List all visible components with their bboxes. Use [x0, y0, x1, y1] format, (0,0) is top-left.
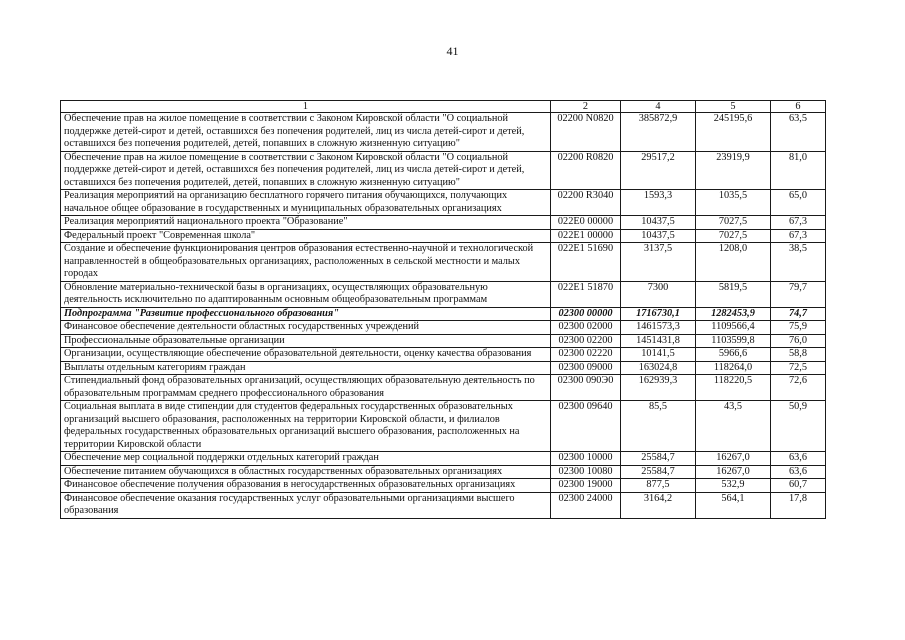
row-value-col4: 1461573,3	[621, 321, 696, 335]
row-value-col4: 3164,2	[621, 492, 696, 518]
row-value-col4: 162939,3	[621, 375, 696, 401]
row-value-col4: 10437,5	[621, 216, 696, 230]
row-percent-col6: 72,6	[771, 375, 826, 401]
row-name-cell: Выплаты отдельным категориям граждан	[61, 361, 551, 375]
table-header	[61, 101, 826, 113]
row-code-cell: 02300 10080	[551, 465, 621, 479]
row-code-cell: 02300 00000	[551, 307, 621, 321]
row-value-col5: 118220,5	[696, 375, 771, 401]
row-code-cell: 022E0 00000	[551, 216, 621, 230]
header-col-1: 1	[61, 101, 551, 113]
row-code-cell: 02300 24000	[551, 492, 621, 518]
table-row	[61, 113, 826, 152]
row-value-col4: 7300	[621, 281, 696, 307]
row-name-cell: Организации, осуществляющие обеспечение образовательной деятельности, оценку качества образования	[61, 348, 551, 362]
row-name-cell: Социальная выплата в виде стипендии для студентов федеральных государственных образовательных организаций высшего образования, расположенных на территории Кировской области, и филиалов федеральных государственных образовательных организаций высшего образования, расположенных на территории Кировской области	[61, 401, 551, 452]
row-value-col5: 1109566,4	[696, 321, 771, 335]
row-percent-col6: 75,9	[771, 321, 826, 335]
row-value-col4: 1716730,1	[621, 307, 696, 321]
row-value-col4: 385872,9	[621, 113, 696, 152]
row-percent-col6: 60,7	[771, 479, 826, 493]
row-percent-col6: 63,6	[771, 452, 826, 466]
row-code-cell: 02200 N0820	[551, 113, 621, 152]
row-value-col5: 43,5	[696, 401, 771, 452]
row-value-col5: 118264,0	[696, 361, 771, 375]
row-name-cell: Финансовое обеспечение оказания государственных услуг образовательными организациями высшего образования	[61, 492, 551, 518]
table-row	[61, 229, 826, 243]
table-row	[61, 243, 826, 282]
row-code-cell: 02300 10000	[551, 452, 621, 466]
row-value-col5: 7027,5	[696, 216, 771, 230]
row-value-col4: 1593,3	[621, 190, 696, 216]
table-row	[61, 190, 826, 216]
row-code-cell: 02200 R3040	[551, 190, 621, 216]
budget-table	[60, 100, 826, 519]
row-percent-col6: 74,7	[771, 307, 826, 321]
row-value-col4: 877,5	[621, 479, 696, 493]
table-row	[61, 465, 826, 479]
row-value-col4: 10141,5	[621, 348, 696, 362]
header-col-2: 2	[551, 101, 621, 113]
row-name-cell: Обеспечение прав на жилое помещение в соответствии с Законом Кировской области "О социальной поддержке детей-сирот и детей, оставшихся без попечения родителей, лиц из числа детей-сирот и детей, оставшихся без попечения родителей, детей, попавших в сложную жизненную ситуацию"	[61, 151, 551, 190]
row-percent-col6: 67,3	[771, 229, 826, 243]
row-value-col4: 25584,7	[621, 452, 696, 466]
row-percent-col6: 67,3	[771, 216, 826, 230]
row-value-col4: 1451431,8	[621, 334, 696, 348]
row-percent-col6: 63,5	[771, 113, 826, 152]
header-col-5: 5	[696, 101, 771, 113]
row-value-col5: 1035,5	[696, 190, 771, 216]
row-value-col5: 564,1	[696, 492, 771, 518]
row-percent-col6: 17,8	[771, 492, 826, 518]
row-name-cell: Профессиональные образовательные организации	[61, 334, 551, 348]
row-value-col5: 1103599,8	[696, 334, 771, 348]
table-row	[61, 452, 826, 466]
row-name-cell: Обеспечение питанием обучающихся в областных государственных образовательных организациях	[61, 465, 551, 479]
row-name-cell: Реализация мероприятий на организацию бесплатного горячего питания обучающихся, получающих начальное общее образование в государственных и муниципальных образовательных организациях	[61, 190, 551, 216]
row-name-cell: Стипендиальный фонд образовательных организаций, осуществляющих образовательную деятельность по образовательным программам среднего профессионального образования	[61, 375, 551, 401]
row-name-cell: Обеспечение мер социальной поддержки отдельных категорий граждан	[61, 452, 551, 466]
table-row	[61, 151, 826, 190]
row-percent-col6: 63,6	[771, 465, 826, 479]
table-row	[61, 348, 826, 362]
table-body	[61, 113, 826, 519]
row-value-col5: 5966,6	[696, 348, 771, 362]
row-value-col4: 10437,5	[621, 229, 696, 243]
row-percent-col6: 38,5	[771, 243, 826, 282]
table-row	[61, 375, 826, 401]
row-code-cell: 02300 02000	[551, 321, 621, 335]
header-col-6: 6	[771, 101, 826, 113]
row-name-cell: Обеспечение прав на жилое помещение в соответствии с Законом Кировской области "О социальной поддержке детей-сирот и детей, оставшихся без попечения родителей, лиц из числа детей-сирот и детей, оставшихся без попечения родителей, детей, попавших в сложную жизненную ситуацию"	[61, 113, 551, 152]
header-row	[61, 101, 826, 113]
row-percent-col6: 72,5	[771, 361, 826, 375]
row-percent-col6: 58,8	[771, 348, 826, 362]
row-value-col5: 7027,5	[696, 229, 771, 243]
row-code-cell: 02300 02200	[551, 334, 621, 348]
row-value-col5: 1208,0	[696, 243, 771, 282]
row-name-cell: Создание и обеспечение функционирования центров образования естественно-научной и технологической направленностей в общеобразовательных организациях, расположенных в сельской местности и малых городах	[61, 243, 551, 282]
row-value-col4: 3137,5	[621, 243, 696, 282]
table-row	[61, 281, 826, 307]
row-name-cell: Подпрограмма "Развитие профессионального образования"	[61, 307, 551, 321]
row-value-col5: 16267,0	[696, 465, 771, 479]
row-percent-col6: 50,9	[771, 401, 826, 452]
row-code-cell: 02300 02220	[551, 348, 621, 362]
row-percent-col6: 76,0	[771, 334, 826, 348]
table-row-subprogram	[61, 307, 826, 321]
table-row	[61, 479, 826, 493]
row-percent-col6: 79,7	[771, 281, 826, 307]
row-code-cell: 022E1 51690	[551, 243, 621, 282]
row-name-cell: Реализация мероприятий национального проекта "Образование"	[61, 216, 551, 230]
row-value-col5: 245195,6	[696, 113, 771, 152]
table-row	[61, 492, 826, 518]
row-percent-col6: 81,0	[771, 151, 826, 190]
row-percent-col6: 65,0	[771, 190, 826, 216]
header-col-4: 4	[621, 101, 696, 113]
row-name-cell: Обновление материально-технической базы в организациях, осуществляющих образовательную деятельность исключительно по адаптированным основным общеобразовательным программам	[61, 281, 551, 307]
table-row	[61, 321, 826, 335]
row-code-cell: 022E1 51870	[551, 281, 621, 307]
row-value-col5: 532,9	[696, 479, 771, 493]
row-name-cell: Финансовое обеспечение деятельности областных государственных учреждений	[61, 321, 551, 335]
page-number: 41	[446, 44, 459, 58]
row-value-col4: 85,5	[621, 401, 696, 452]
row-value-col5: 5819,5	[696, 281, 771, 307]
row-value-col5: 1282453,9	[696, 307, 771, 321]
row-value-col4: 29517,2	[621, 151, 696, 190]
table-row	[61, 216, 826, 230]
row-value-col5: 23919,9	[696, 151, 771, 190]
row-value-col5: 16267,0	[696, 452, 771, 466]
row-value-col4: 163024,8	[621, 361, 696, 375]
table-row	[61, 334, 826, 348]
table-row	[61, 361, 826, 375]
row-name-cell: Финансовое обеспечение получения образования в негосударственных образовательных организациях	[61, 479, 551, 493]
row-value-col4: 25584,7	[621, 465, 696, 479]
row-code-cell: 02200 R0820	[551, 151, 621, 190]
row-code-cell: 02300 090Э0	[551, 375, 621, 401]
table-row	[61, 401, 826, 452]
row-name-cell: Федеральный проект "Современная школа"	[61, 229, 551, 243]
row-code-cell: 02300 09000	[551, 361, 621, 375]
row-code-cell: 02300 09640	[551, 401, 621, 452]
row-code-cell: 022E1 00000	[551, 229, 621, 243]
row-code-cell: 02300 19000	[551, 479, 621, 493]
